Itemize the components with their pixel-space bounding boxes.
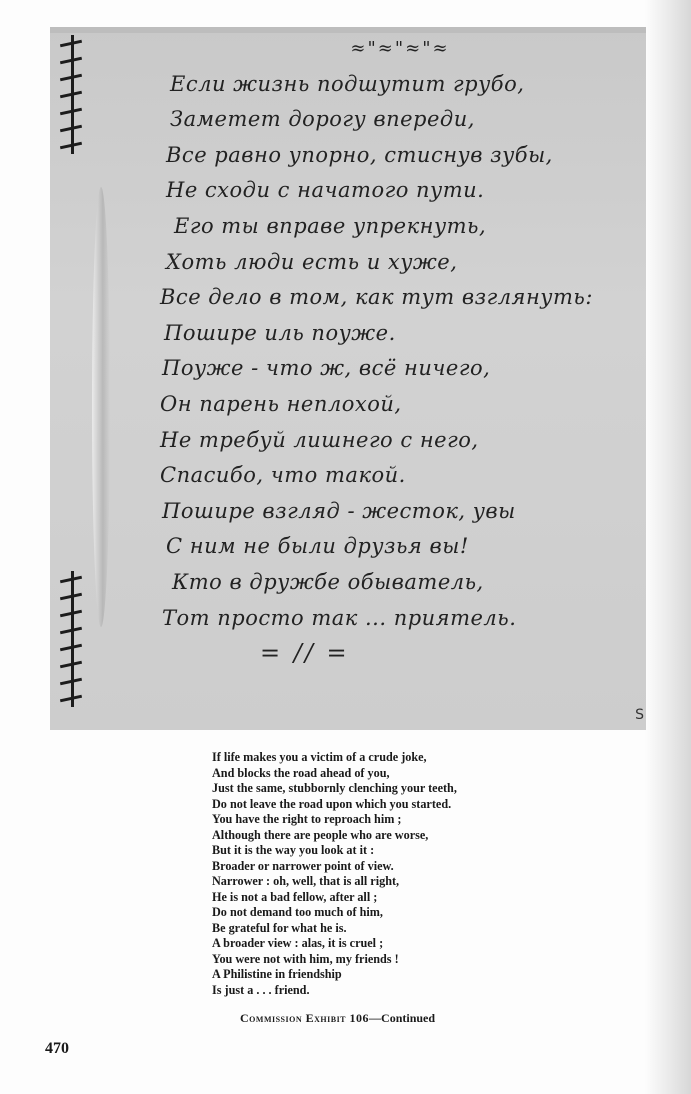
handwritten-line: Кто в дружбе обыватель, bbox=[172, 569, 484, 594]
translation-line: Is just a . . . friend. bbox=[212, 982, 310, 997]
spiral-ring bbox=[58, 592, 88, 601]
handwritten-line: Пошире иль поуже. bbox=[164, 320, 396, 345]
spiral-binding-bottom bbox=[58, 575, 88, 711]
translation-line: Be grateful for what he is. bbox=[212, 920, 347, 935]
translation-line: A broader view : alas, it is cruel ; bbox=[212, 936, 384, 950]
spiral-ring bbox=[58, 124, 88, 133]
handwritten-line: Не требуй лишнего с него, bbox=[160, 427, 479, 452]
handwritten-line: Спасибо, что такой. bbox=[160, 463, 406, 488]
translation-line: You have the right to reproach him ; bbox=[212, 812, 402, 826]
translation-line: Do not leave the road upon which you started. bbox=[212, 796, 452, 811]
page-number: 470 bbox=[45, 1040, 69, 1057]
spiral-ring bbox=[58, 39, 88, 48]
translation-line: Although there are people who are worse, bbox=[212, 827, 429, 842]
spiral-ring bbox=[58, 677, 88, 686]
notebook-photo bbox=[50, 27, 646, 730]
handwritten-line: ≈"≈"≈"≈ bbox=[350, 38, 450, 59]
photo-corner-mark: S bbox=[635, 707, 644, 723]
translation-line: A Philistine in friendship bbox=[212, 967, 342, 981]
spiral-ring bbox=[58, 73, 88, 82]
translation-line: If life makes you a victim of a crude joke, bbox=[212, 750, 427, 764]
handwritten-line: Поуже - что ж, всё ничего, bbox=[162, 356, 491, 381]
translation-line: Broader or narrower point of view. bbox=[212, 858, 394, 873]
handwritten-line: Хоть люди есть и хуже, bbox=[166, 249, 458, 274]
spiral-ring bbox=[58, 141, 88, 150]
handwritten-line: С ним не были друзья вы! bbox=[166, 534, 469, 559]
spiral-ring bbox=[58, 56, 88, 65]
translation-line: But it is the way you look at it : bbox=[212, 843, 375, 857]
spiral-binding-top bbox=[58, 39, 88, 158]
handwritten-line: Если жизнь подшутит грубо, bbox=[170, 71, 525, 96]
translation-line: You were not with him, my friends ! bbox=[212, 951, 399, 966]
spiral-ring bbox=[58, 626, 88, 635]
handwritten-line: Пошире взгляд - жесток, увы bbox=[162, 498, 516, 523]
exhibit-label: Commission Exhibit 106 bbox=[240, 1011, 370, 1025]
handwritten-line: Все равно упорно, стиснув зубы, bbox=[166, 142, 553, 167]
handwritten-line: Не сходи с начатого пути. bbox=[166, 178, 485, 203]
spiral-ring bbox=[58, 107, 88, 116]
spiral-ring bbox=[58, 694, 88, 703]
spiral-ring bbox=[58, 90, 88, 99]
handwritten-line: Все дело в том, как тут взглянуть: bbox=[160, 285, 593, 310]
spiral-ring bbox=[58, 609, 88, 618]
spiral-ring bbox=[58, 643, 88, 652]
exhibit-suffix: —Continued bbox=[369, 1011, 436, 1025]
spiral-ring bbox=[58, 660, 88, 669]
scan-edge-shadow bbox=[645, 0, 691, 1094]
translation-line: Do not demand too much of him, bbox=[212, 905, 383, 919]
spiral-ring bbox=[58, 575, 88, 584]
english-translation bbox=[212, 750, 512, 998]
handwritten-poem bbox=[160, 31, 640, 672]
handwritten-line: Тот просто так ... приятель. bbox=[162, 605, 517, 630]
handwritten-line: Заметет дорогу впереди, bbox=[170, 107, 475, 132]
translation-line: And blocks the road ahead of you, bbox=[212, 765, 390, 780]
translation-line: Just the same, stubbornly clenching your teeth, bbox=[212, 781, 457, 795]
page-fold-shadow bbox=[92, 187, 110, 627]
handwritten-line: = // = bbox=[260, 639, 350, 668]
translation-line: He is not a bad fellow, after all ; bbox=[212, 889, 378, 904]
handwritten-line: Его ты вправе упрекнуть, bbox=[174, 213, 487, 238]
exhibit-caption bbox=[240, 1011, 520, 1026]
handwritten-line: Он парень неплохой, bbox=[160, 391, 402, 416]
translation-line: Narrower : oh, well, that is all right, bbox=[212, 874, 400, 888]
